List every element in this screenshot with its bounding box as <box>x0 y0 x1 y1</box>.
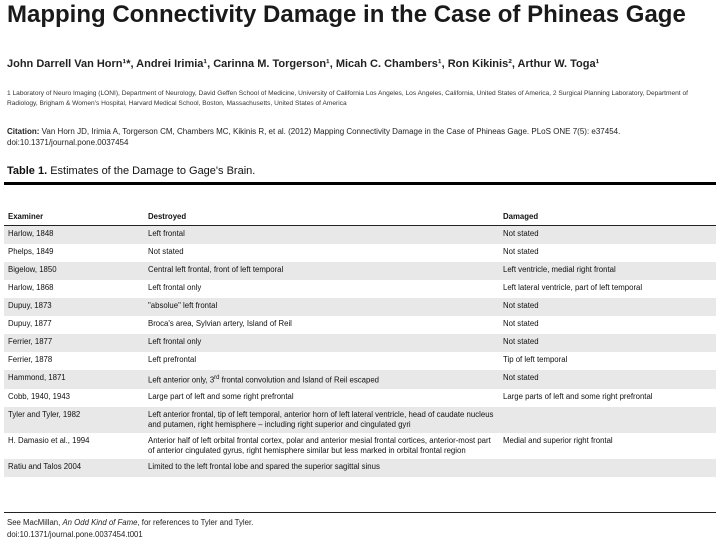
cell-destroyed: Anterior half of left orbital frontal cortex, polar and anterior mesial frontal cortices, anterior-most part of anterior cingulated gyrus, right hemisphere similar but less marked in orbital frontal region <box>148 435 491 455</box>
cell-damaged: Left ventricle, medial right frontal <box>503 265 616 274</box>
cell-damaged: Not stated <box>503 319 539 328</box>
cell-examiner: Dupuy, 1877 <box>8 319 52 328</box>
table-title <box>7 164 713 178</box>
table-footnote <box>7 518 713 528</box>
cell-examiner: Bigelow, 1850 <box>8 265 57 274</box>
cell-damaged: Not stated <box>503 373 539 382</box>
header-examiner: Examiner <box>8 211 44 221</box>
table-header-row <box>4 206 716 226</box>
citation-label: Citation: <box>7 127 40 136</box>
cell-destroyed: Left anterior only, 3rd frontal convolution and Island of Reil escaped <box>148 375 380 385</box>
table-row <box>4 262 716 280</box>
cell-destroyed: Limited to the left frontal lobe and spared the superior sagittal sinus <box>148 461 380 471</box>
table-row <box>4 280 716 298</box>
footnote-suffix: , for references to Tyler and Tyler. <box>137 518 254 527</box>
cell-destroyed: Left frontal only <box>148 337 202 346</box>
cell-damaged: Large parts of left and some right prefrontal <box>503 391 653 401</box>
cell-destroyed: Left frontal only <box>148 283 202 292</box>
cell-examiner: Harlow, 1868 <box>8 283 54 292</box>
table-row <box>4 433 716 459</box>
table-row <box>4 370 716 389</box>
citation-text: Van Horn JD, Irimia A, Torgerson CM, Chambers MC, Kikinis R, et al. (2012) Mapping Connectivity Damage in the Case of Phineas Gage. PLoS ONE 7(5): e37454. doi:10.1371/journal.pone.0037454 <box>7 127 621 147</box>
cell-damaged: Not stated <box>503 337 539 346</box>
cell-damaged: Left lateral ventricle, part of left temporal <box>503 283 643 292</box>
table-top-rule <box>4 182 716 185</box>
cell-examiner: Dupuy, 1873 <box>8 301 52 310</box>
cell-damaged <box>499 407 716 433</box>
cell-destroyed: Left anterior frontal, tip of left temporal, anterior horn of left lateral ventricle, head of caudate nucleus and putamen, right hemisphere – including right superior and cingulated gyri <box>148 409 494 429</box>
cell-examiner: Ratiu and Talos 2004 <box>8 461 82 471</box>
cell-destroyed: Left prefrontal <box>148 355 197 364</box>
cell-destroyed: Broca's area, Sylvian artery, Island of Reil <box>148 319 292 328</box>
table-row <box>4 334 716 352</box>
header-destroyed: Destroyed <box>148 211 187 221</box>
cell-damaged: Not stated <box>503 301 539 310</box>
cell-destroyed: Not stated <box>148 247 184 256</box>
cell-damaged: Not stated <box>503 247 539 256</box>
table-row <box>4 389 716 407</box>
affiliations: 1 Laboratory of Neuro Imaging (LONI), Department of Neurology, David Geffen School of Medicine, University of California Los Angeles, Los Angeles, California, United States of America, 2 Surgical Planning Laboratory, Department of Radiology, Brigham & Women's Hospital, Harvard Medical School, Boston, Massachusetts, United States of America <box>7 90 688 107</box>
cell-damaged: Medial and superior right frontal <box>503 435 613 445</box>
cell-examiner: Tyler and Tyler, 1982 <box>8 409 81 419</box>
cell-destroyed: Central left frontal, front of left temporal <box>148 265 284 274</box>
table-row <box>4 316 716 334</box>
cell-destroyed: Left frontal <box>148 229 185 238</box>
table-row <box>4 352 716 370</box>
table-caption: Estimates of the Damage to Gage's Brain. <box>50 165 256 177</box>
damage-table <box>4 206 716 477</box>
cell-examiner: Ferrier, 1878 <box>8 355 53 364</box>
citation <box>7 126 713 148</box>
table-bottom-rule <box>4 512 716 513</box>
cell-examiner: Phelps, 1849 <box>8 247 54 256</box>
cell-destroyed: Large part of left and some right prefrontal <box>148 391 294 401</box>
cell-examiner: Harlow, 1848 <box>8 229 54 238</box>
table-doi: doi:10.1371/journal.pone.0037454.t001 <box>7 530 143 539</box>
cell-examiner: Hammond, 1871 <box>8 373 66 382</box>
cell-destroyed: "absolue" left frontal <box>148 301 218 310</box>
table-row <box>4 226 716 244</box>
cell-damaged: Tip of left temporal <box>503 355 568 364</box>
table-row <box>4 407 716 433</box>
footnote-prefix: See MacMillan, <box>7 518 63 527</box>
cell-damaged: Not stated <box>503 229 539 238</box>
paper-title: Mapping Connectivity Damage in the Case of Phineas Gage <box>7 1 686 28</box>
table-row <box>4 459 716 477</box>
table-row <box>4 244 716 262</box>
cell-examiner: Ferrier, 1877 <box>8 337 53 346</box>
cell-examiner: Cobb, 1940, 1943 <box>8 391 70 401</box>
cell-damaged <box>499 459 716 477</box>
table-header-rule <box>4 225 716 226</box>
table-row <box>4 298 716 316</box>
footnote-book-title: An Odd Kind of Fame <box>62 518 138 527</box>
header-damaged: Damaged <box>503 211 539 221</box>
author-list: John Darrell Van Horn¹*, Andrei Irimia¹, Carinna M. Torgerson¹, Micah C. Chambers¹, Ron Kikinis², Arthur W. Toga¹ <box>7 58 600 70</box>
cell-examiner: H. Damasio et al., 1994 <box>8 435 90 445</box>
table-body <box>4 226 716 477</box>
table-label: Table 1. <box>7 165 48 177</box>
